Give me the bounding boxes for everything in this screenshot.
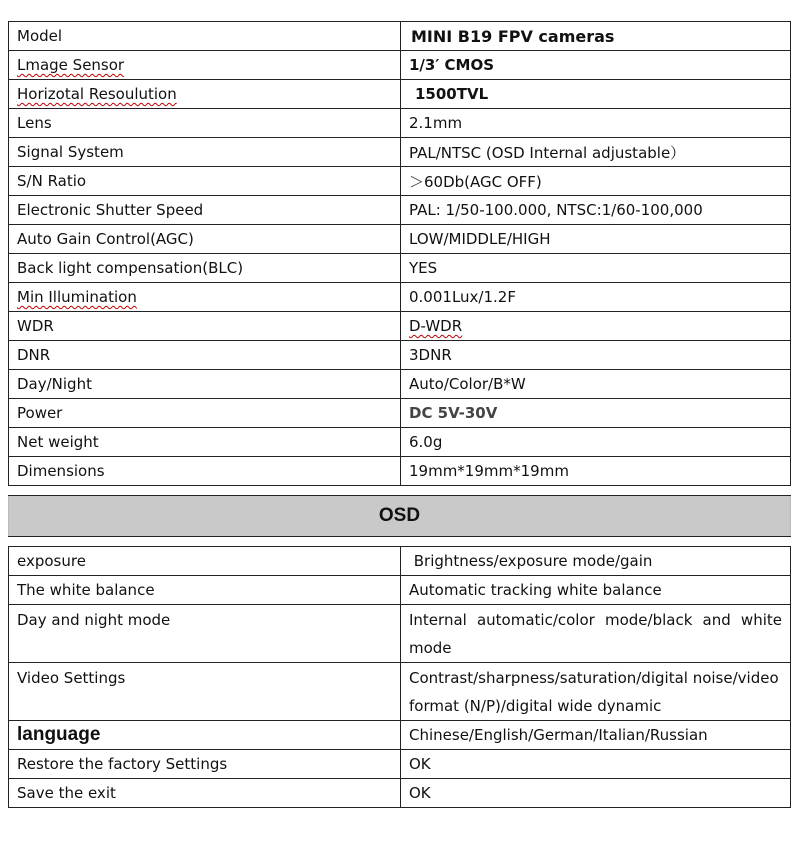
spec-value: D-WDR: [401, 312, 791, 341]
spec-label: Min Illumination: [9, 283, 401, 312]
osd-label: language: [9, 721, 401, 750]
spec-value: LOW/MIDDLE/HIGH: [401, 225, 791, 254]
spec-label: WDR: [9, 312, 401, 341]
spec-row-weight: [9, 428, 791, 457]
osd-value: Internal automatic/color mode/black and white mode: [401, 605, 791, 663]
spec-row-sn-ratio: [9, 167, 791, 196]
spec-label: Net weight: [9, 428, 401, 457]
spec-label: Back light compensation(BLC): [9, 254, 401, 283]
osd-row-video-settings: [9, 663, 791, 721]
osd-section-header: [9, 496, 791, 537]
spec-row-dnr: [9, 341, 791, 370]
spec-row-sensor: [9, 51, 791, 80]
spec-label: Lens: [9, 109, 401, 138]
osd-value: Brightness/exposure mode/gain: [401, 547, 791, 576]
spec-row-power: [9, 399, 791, 428]
spec-row-signal: [9, 138, 791, 167]
spec-value: 1500TVL: [401, 80, 791, 109]
spec-value: 0.001Lux/1.2F: [401, 283, 791, 312]
spec-value: ＞60Db(AGC OFF): [401, 167, 791, 196]
osd-row-save-exit: [9, 779, 791, 808]
spec-value: PAL: 1/50-100.000, NTSC:1/60-100,000: [401, 196, 791, 225]
spec-row-shutter: [9, 196, 791, 225]
spec-row-model: [9, 22, 791, 51]
osd-row-white-balance: [9, 576, 791, 605]
spec-label: Dimensions: [9, 457, 401, 486]
osd-value: Chinese/English/German/Italian/Russian: [401, 721, 791, 750]
spec-value: 2.1mm: [401, 109, 791, 138]
spec-value: 19mm*19mm*19mm: [401, 457, 791, 486]
spec-value: 1/3′ CMOS: [401, 51, 791, 80]
section-spacer: [9, 537, 791, 547]
osd-value: Automatic tracking white balance: [401, 576, 791, 605]
spec-row-illumination: [9, 283, 791, 312]
spec-row-dimensions: [9, 457, 791, 486]
spec-label: Electronic Shutter Speed: [9, 196, 401, 225]
spec-row-blc: [9, 254, 791, 283]
spec-value: YES: [401, 254, 791, 283]
spec-row-day-night: [9, 370, 791, 399]
spec-row-agc: [9, 225, 791, 254]
spec-value: Auto/Color/B*W: [401, 370, 791, 399]
spec-value: PAL/NTSC (OSD Internal adjustable）: [401, 138, 791, 167]
osd-value: Contrast/sharpness/saturation/digital noise/video format (N/P)/digital wide dynamic: [401, 663, 791, 721]
spec-value: DC 5V-30V: [401, 399, 791, 428]
spec-value: 3DNR: [401, 341, 791, 370]
section-spacer: [9, 486, 791, 496]
osd-label: Restore the factory Settings: [9, 750, 401, 779]
spec-row-resolution: [9, 80, 791, 109]
spec-value: 6.0g: [401, 428, 791, 457]
osd-label: Video Settings: [9, 663, 401, 721]
osd-title: OSD: [9, 496, 791, 537]
spec-label: DNR: [9, 341, 401, 370]
spec-label: Horizotal Resoulution: [9, 80, 401, 109]
spec-value: MINI B19 FPV cameras: [401, 22, 791, 51]
osd-label: The white balance: [9, 576, 401, 605]
osd-label: Day and night mode: [9, 605, 401, 663]
spec-label: Lmage Sensor: [9, 51, 401, 80]
osd-row-day-night-mode: [9, 605, 791, 663]
osd-row-language: [9, 721, 791, 750]
spec-row-wdr: [9, 312, 791, 341]
spec-label: S/N Ratio: [9, 167, 401, 196]
osd-value: OK: [401, 779, 791, 808]
osd-value: OK: [401, 750, 791, 779]
osd-row-restore: [9, 750, 791, 779]
spec-label: Power: [9, 399, 401, 428]
osd-label: exposure: [9, 547, 401, 576]
osd-row-exposure: [9, 547, 791, 576]
spec-table: [8, 21, 791, 808]
osd-label: Save the exit: [9, 779, 401, 808]
spec-label: Signal System: [9, 138, 401, 167]
spec-label: Auto Gain Control(AGC): [9, 225, 401, 254]
spec-row-lens: [9, 109, 791, 138]
spec-label: Day/Night: [9, 370, 401, 399]
spec-label: Model: [9, 22, 401, 51]
spec-sheet: [8, 21, 790, 808]
